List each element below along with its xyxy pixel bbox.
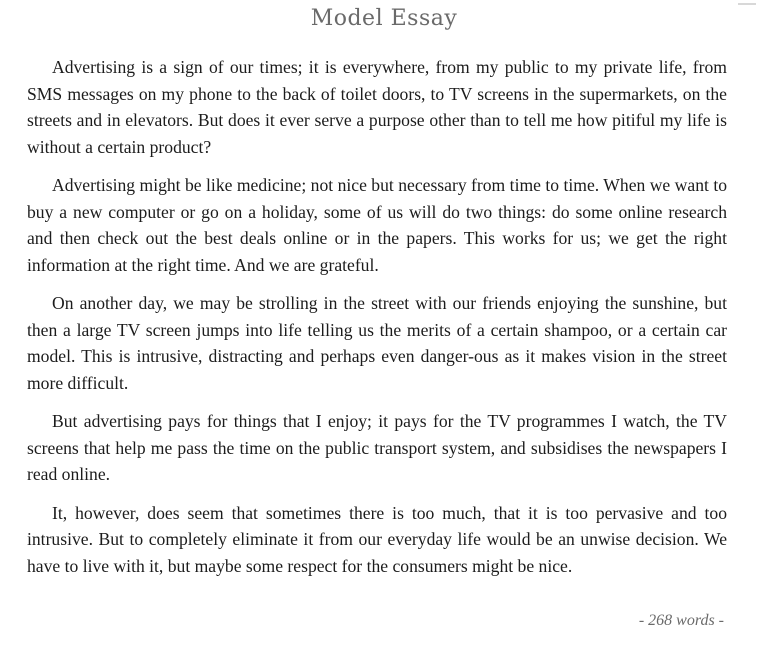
word-count: - 268 words - [638, 612, 724, 629]
essay-paragraph-5: It, however, does seem that sometimes there is too much, that it is too pervasive and too intrusive. But to completely eliminate it from our everyday life would be an unwise decision. We have to live with it, but maybe some respect for the consumers might be nice. [27, 502, 727, 576]
page-title: Model Essay [310, 6, 458, 31]
essay-paragraph-4: But advertising pays for things that I enjoy; it pays for the TV programmes I watch, the TV screens that help me pass the time on the public transport system, and subsidises the newspapers I read online. [27, 411, 727, 484]
essay-paragraph-1: Advertising is a sign of our times; it is everywhere, from my public to my private life, from SMS messages on my phone to the back of toilet doors, to TV screens in the supermarkets, on the streets and in elevators. But does it ever serve a purpose other than to tell me how pitiful my life is without a certain product? [27, 57, 727, 157]
essay-paragraph-3: On another day, we may be strolling in the street with our friends enjoying the sunshine, but then a large TV screen jumps into life telling us the merits of a certain shampoo, or a certain car model. This is intrusive, distracting and perhaps even danger-ous as it makes vision in the street more difficult. [27, 293, 727, 393]
essay-paragraph-2: Advertising might be like medicine; not nice but necessary from time to time. When we want to buy a new computer or go on a holiday, some of us will do two things: do some online research and then check out the best deals online or in the papers. This works for us; we get the right information at the right time. And we are grateful. [27, 175, 727, 275]
essay-body [27, 54, 727, 591]
scan-mark [738, 3, 756, 5]
